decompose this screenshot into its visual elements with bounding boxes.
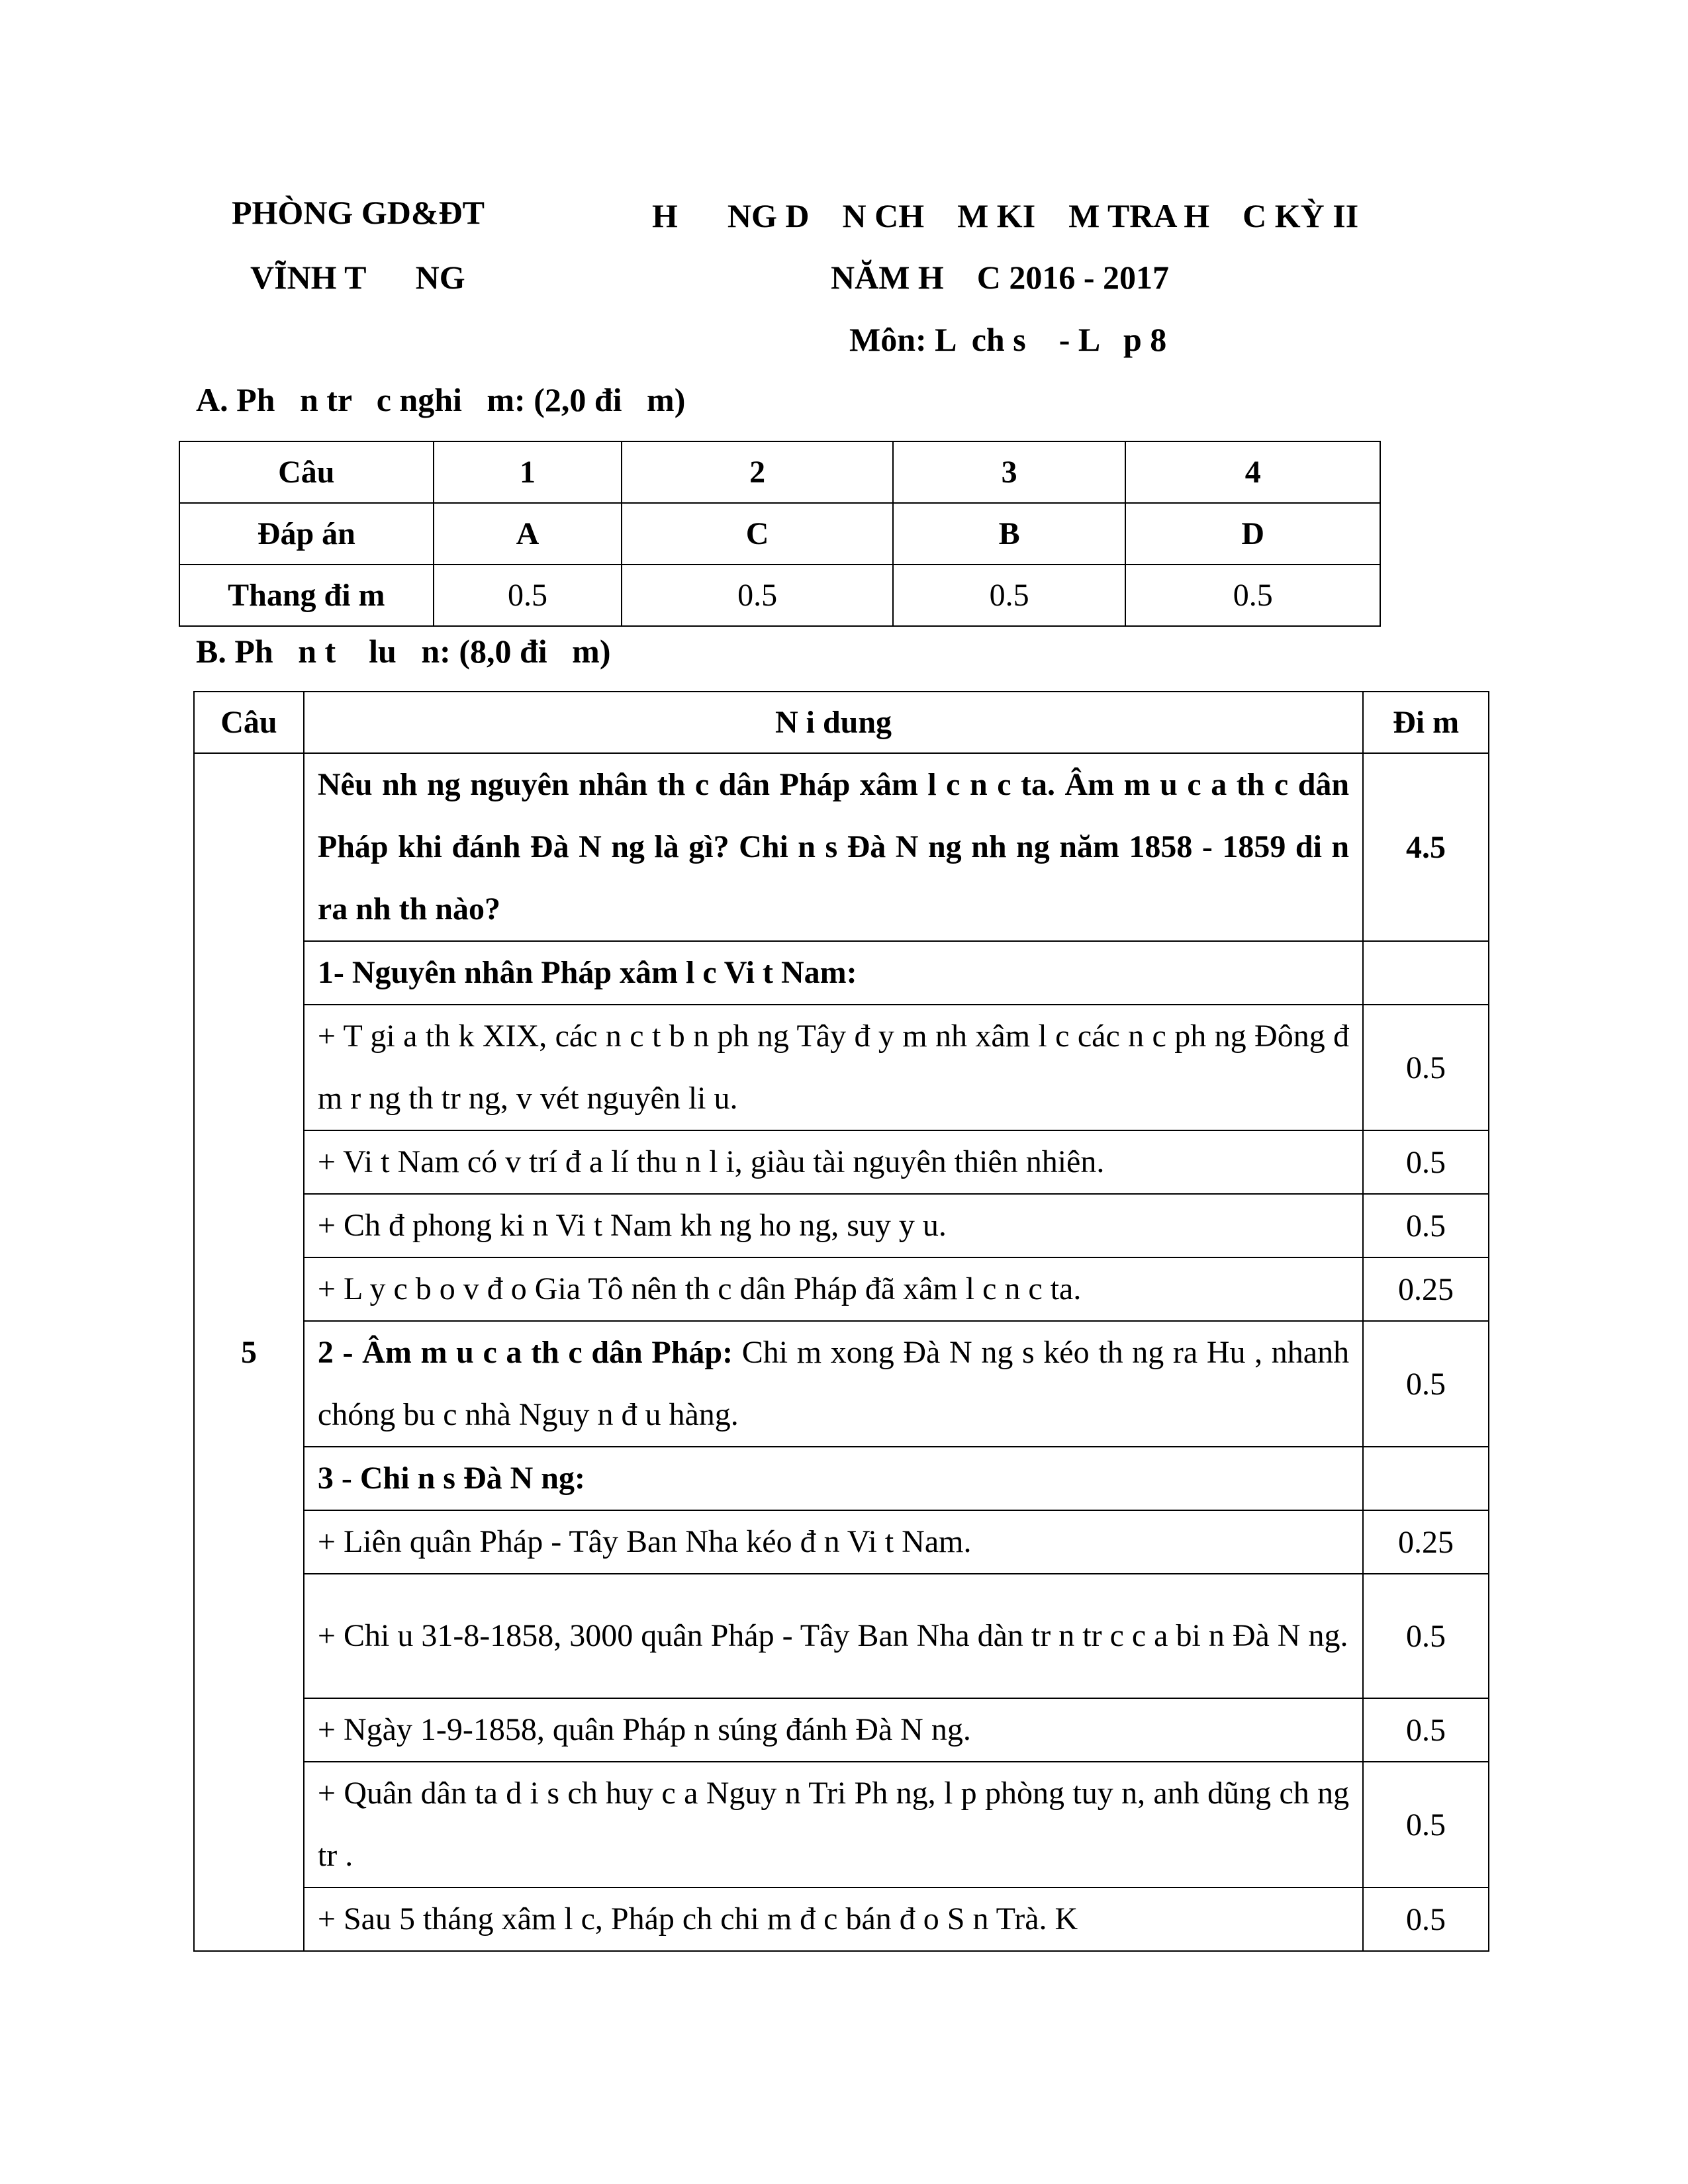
score-cell: 0.5 <box>1363 1762 1489 1888</box>
subheading: 1- Nguyên nhân Pháp xâm l c Vi t Nam: <box>304 941 1363 1005</box>
score-cell: 0.5 <box>1363 1005 1489 1130</box>
answer-cell: B <box>893 503 1126 565</box>
answer-point-label: 2 - Âm m u c a th c dân Pháp: <box>317 1335 733 1370</box>
column-header-content: N i dung <box>304 692 1363 753</box>
score-cell: 0.5 <box>434 565 622 626</box>
question-number: 2 <box>622 441 893 503</box>
column-header-question: Câu <box>194 692 304 753</box>
table-row <box>194 1762 1489 1888</box>
table-row <box>194 1888 1489 1951</box>
score-cell: 0.25 <box>1363 1510 1489 1574</box>
table-row <box>194 1698 1489 1762</box>
answer-point <box>304 1321 1363 1447</box>
score-cell: 0.5 <box>893 565 1126 626</box>
table-row <box>194 1447 1489 1510</box>
answer-point: + Quân dân ta d i s ch huy c a Nguy n Tri Ph ng, l p phòng tuy n, anh dũng ch ng tr . <box>304 1762 1363 1888</box>
multiple-choice-table <box>179 441 1381 627</box>
district-name: VĨNH T NG <box>250 259 465 296</box>
subject-line: Môn: L ch s - L p 8 <box>849 321 1167 358</box>
table-row <box>194 1130 1489 1194</box>
answer-cell: C <box>622 503 893 565</box>
table-row <box>179 503 1380 565</box>
row-label-answer: Đáp án <box>179 503 434 565</box>
department-name: PHÒNG GD&ĐT <box>232 194 485 231</box>
answer-point-text: Chi m xong Đà N ng s kéo th ng ra Hu , nhanh chóng bu c nhà Nguy n đ u hàng. <box>317 1335 1350 1432</box>
table-row <box>194 1510 1489 1574</box>
table-row <box>194 1257 1489 1321</box>
table-row <box>194 1005 1489 1130</box>
answer-point: + Vi t Nam có v trí đ a lí thu n l i, giàu tài nguyên thiên nhiên. <box>304 1130 1363 1194</box>
table-header-row <box>194 692 1489 753</box>
score-cell <box>1363 941 1489 1005</box>
subheading: 3 - Chi n s Đà N ng: <box>304 1447 1363 1510</box>
answer-point: + T gi a th k XIX, các n c t b n ph ng Tây đ y m nh xâm l c các n c ph ng Đông đ m r ng th tr ng, v vét nguyên li u. <box>304 1005 1363 1130</box>
table-row <box>194 1321 1489 1447</box>
row-label-score: Thang đi m <box>179 565 434 626</box>
document-title: H NG D N CH M KI M TRA H C KỲ II <box>652 197 1359 234</box>
table-row <box>194 1194 1489 1257</box>
table-row <box>194 753 1489 941</box>
answer-point: + Ngày 1-9-1858, quân Pháp n súng đánh Đà N ng. <box>304 1698 1363 1762</box>
table-row <box>179 565 1380 626</box>
score-cell: 0.5 <box>622 565 893 626</box>
question-number: 1 <box>434 441 622 503</box>
score-cell: 0.5 <box>1363 1194 1489 1257</box>
essay-table <box>193 691 1489 1952</box>
table-row <box>179 441 1380 503</box>
score-cell: 0.5 <box>1363 1321 1489 1447</box>
score-cell: 0.5 <box>1125 565 1380 626</box>
school-year: NĂM H C 2016 - 2017 <box>831 259 1170 296</box>
section-a-heading: A. Ph n tr c nghi m: (2,0 đi m) <box>196 381 686 418</box>
score-cell: 0.25 <box>1363 1257 1489 1321</box>
score-cell <box>1363 1447 1489 1510</box>
table-row <box>194 941 1489 1005</box>
answer-point: + Ch đ phong ki n Vi t Nam kh ng ho ng, suy y u. <box>304 1194 1363 1257</box>
score-cell: 0.5 <box>1363 1574 1489 1698</box>
score-cell: 0.5 <box>1363 1130 1489 1194</box>
answer-point: + L y c b o v đ o Gia Tô nên th c dân Pháp đã xâm l c n c ta. <box>304 1257 1363 1321</box>
score-cell: 0.5 <box>1363 1888 1489 1951</box>
section-b-heading: B. Ph n t lu n: (8,0 đi m) <box>196 633 611 670</box>
question-number-cell: 5 <box>194 753 304 1951</box>
question-number: 3 <box>893 441 1126 503</box>
column-header-score: Đi m <box>1363 692 1489 753</box>
row-label-question: Câu <box>179 441 434 503</box>
answer-cell: A <box>434 503 622 565</box>
score-cell: 4.5 <box>1363 753 1489 941</box>
table-row <box>194 1574 1489 1698</box>
question-text: Nêu nh ng nguyên nhân th c dân Pháp xâm l c n c ta. Âm m u c a th c dân Pháp khi đánh Đà N ng là gì? Chi n s Đà N ng nh ng năm 1858 - 1859 di n ra nh th nào? <box>304 753 1363 941</box>
answer-point: + Sau 5 tháng xâm l c, Pháp ch chi m đ c bán đ o S n Trà. K <box>304 1888 1363 1951</box>
answer-point: + Chi u 31-8-1858, 3000 quân Pháp - Tây Ban Nha dàn tr n tr c c a bi n Đà N ng. <box>304 1574 1363 1698</box>
answer-point: + Liên quân Pháp - Tây Ban Nha kéo đ n Vi t Nam. <box>304 1510 1363 1574</box>
answer-cell: D <box>1125 503 1380 565</box>
question-number: 4 <box>1125 441 1380 503</box>
score-cell: 0.5 <box>1363 1698 1489 1762</box>
